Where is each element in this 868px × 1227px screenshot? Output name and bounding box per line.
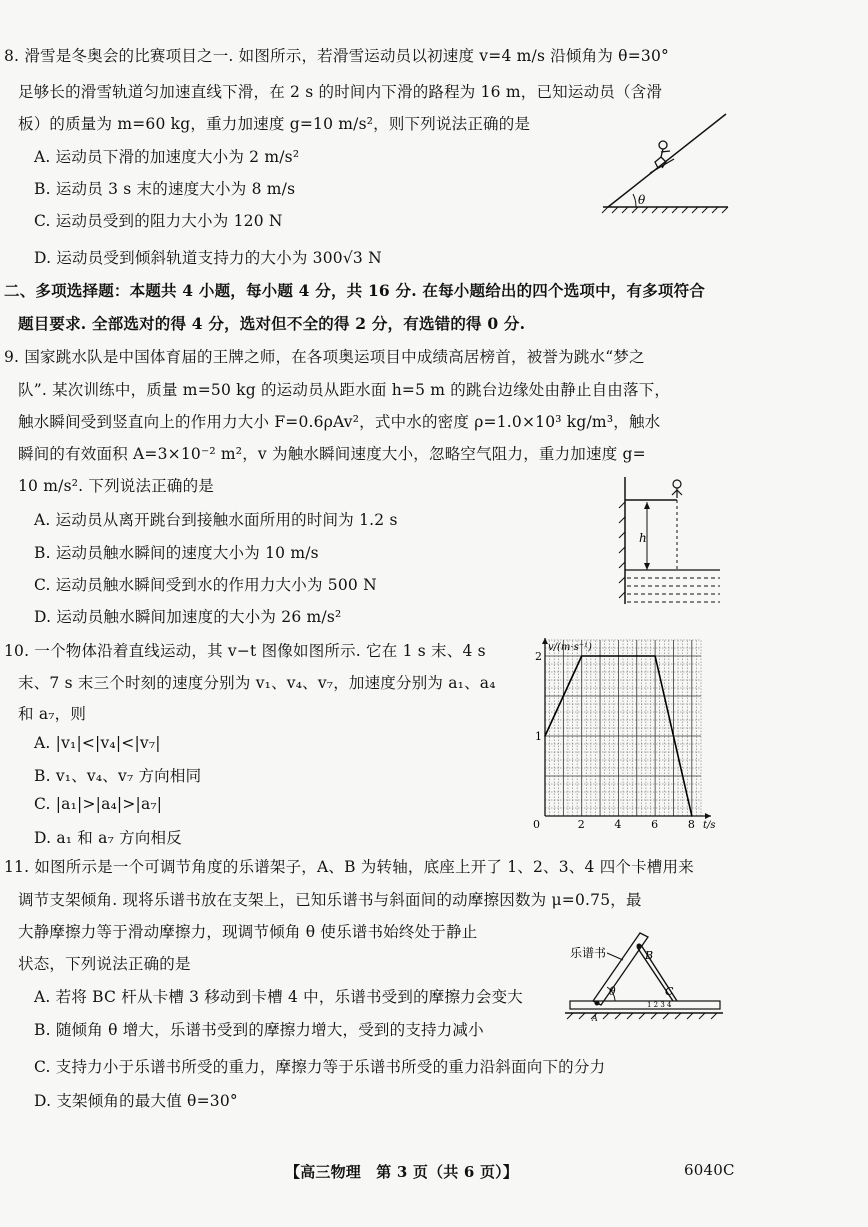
q10-stem-line-2: 末、7 s 末三个时刻的速度分别为 v₁、v₄、v₇，加速度分别为 a₁、a₄ bbox=[18, 674, 496, 692]
chart-data-point bbox=[654, 655, 656, 657]
diver-icon bbox=[672, 480, 682, 498]
q11-music-stand-figure bbox=[565, 925, 725, 1025]
q11-stem-line-1: 11. 如图所示是一个可调节角度的乐谱架子，A、B 为转轴，底座上开了 1、2、3、4 四个卡槽用来 bbox=[4, 858, 694, 876]
q11-stem-line-3: 大静摩擦力等于滑动摩擦力，现调节倾角 θ 使乐谱书始终处于静止 bbox=[18, 923, 478, 941]
q11-point-c-label: C bbox=[665, 985, 674, 998]
q8-stem-line-3: 板）的质量为 m=60 kg，重力加速度 g=10 m/s²，则下列说法正确的是 bbox=[18, 115, 531, 133]
q9-option-b[interactable]: B. 运动员触水瞬间的速度大小为 10 m/s bbox=[34, 544, 319, 562]
q8-option-d[interactable]: D. 运动员受到倾斜轨道支持力的大小为 300√3 N bbox=[34, 249, 382, 267]
q8-option-b[interactable]: B. 运动员 3 s 末的速度大小为 8 m/s bbox=[34, 180, 296, 198]
q9-option-a[interactable]: A. 运动员从离开跳台到接触水面所用的时间为 1.2 s bbox=[34, 511, 398, 529]
q10-vt-chart bbox=[520, 630, 725, 835]
q8-option-a[interactable]: A. 运动员下滑的加速度大小为 2 m/s² bbox=[34, 148, 300, 166]
q8-angle-label: θ bbox=[638, 193, 646, 207]
chart-y-tick-label: 1 bbox=[535, 730, 542, 743]
q11-pivot-b-label: B bbox=[645, 949, 654, 962]
q11-option-a[interactable]: A. 若将 BC 杆从卡槽 3 移动到卡槽 4 中，乐谱书受到的摩擦力会变大 bbox=[34, 988, 523, 1006]
q9-option-d[interactable]: D. 运动员触水瞬间加速度的大小为 26 m/s² bbox=[34, 608, 342, 626]
chart-y-tick-label: 2 bbox=[535, 650, 542, 663]
q11-stem-line-2: 调节支架倾角. 现将乐谱书放在支架上，已知乐谱书与斜面间的动摩擦因数为 μ=0.75，最 bbox=[18, 891, 642, 909]
q10-option-a[interactable]: A. |v₁|<|v₄|<|v₇| bbox=[34, 734, 161, 752]
q10-stem-line-3: 和 a₇，则 bbox=[18, 705, 87, 723]
q8-ski-slope-figure bbox=[598, 112, 733, 212]
q10-stem-line-1: 10. 一个物体沿着直线运动，其 v−t 图像如图所示. 它在 1 s 末、4 s bbox=[4, 642, 486, 660]
q10-option-d[interactable]: D. a₁ 和 a₇ 方向相反 bbox=[34, 829, 182, 847]
q8-stem-line-2: 足够长的滑雪轨道匀加速直线下滑，在 2 s 的时间内下滑的路程为 16 m，已知运动员（含滑 bbox=[18, 83, 663, 101]
chart-x-tick-label: 2 bbox=[577, 818, 585, 831]
q11-option-b[interactable]: B. 随倾角 θ 增大，乐谱书受到的摩擦力增大，受到的支持力减小 bbox=[34, 1021, 484, 1039]
q9-stem-line-3: 触水瞬间受到竖直向上的作用力大小 F=0.6ρAv²，式中水的密度 ρ=1.0×10³ kg/m³，触水 bbox=[18, 413, 661, 431]
q8-stem-line-1: 8. 滑雪是冬奥会的比赛项目之一. 如图所示，若滑雪运动员以初速度 v=4 m/s 沿倾角为 θ=30° bbox=[4, 47, 669, 65]
q9-stem-line-4: 瞬间的有效面积 A=3×10⁻² m²，v 为触水瞬间速度大小，忽略空气阻力，重力加速度 g= bbox=[18, 445, 646, 463]
page-footer: 【高三物理 第 3 页（共 6 页）】 bbox=[285, 1163, 519, 1181]
q11-book-label: 乐谱书 bbox=[570, 946, 607, 960]
q11-slot-numbers: 1 2 3 4 bbox=[647, 1001, 672, 1009]
chart-x-tick-label: 8 bbox=[687, 818, 695, 831]
chart-data-point bbox=[544, 735, 546, 737]
chart-data-point bbox=[691, 815, 693, 817]
q11-option-c[interactable]: C. 支持力小于乐谱书所受的重力，摩擦力等于乐谱书所受的重力沿斜面向下的分力 bbox=[34, 1058, 606, 1076]
section2-title-line-2: 题目要求. 全部选对的得 4 分，选对但不全的得 2 分，有选错的得 0 分. bbox=[18, 314, 526, 333]
q9-stem-line-2: 队”. 某次训练中，质量 m=50 kg 的运动员从距水面 h=5 m 的跳台边缘处由静止自由落下， bbox=[18, 381, 671, 399]
chart-x-tick-label: 6 bbox=[651, 818, 659, 831]
chart-x-axis-label: t/s bbox=[703, 820, 716, 831]
exam-code: 6040C bbox=[684, 1161, 735, 1179]
chart-y-axis-label: v/(m·s⁻¹) bbox=[548, 642, 592, 653]
q11-pivot-a-label: A bbox=[592, 1014, 598, 1023]
q9-diving-figure bbox=[615, 472, 725, 607]
chart-data-point bbox=[581, 655, 583, 657]
q9-height-label: h bbox=[639, 531, 647, 545]
q11-option-d[interactable]: D. 支架倾角的最大值 θ=30° bbox=[34, 1092, 238, 1110]
q10-option-c[interactable]: C. |a₁|>|a₄|>|a₇| bbox=[34, 795, 163, 813]
q9-option-c[interactable]: C. 运动员触水瞬间受到水的作用力大小为 500 N bbox=[34, 576, 377, 594]
chart-x-tick-label: 4 bbox=[614, 818, 622, 831]
section2-title-line-1: 二、多项选择题：本题共 4 小题，每小题 4 分，共 16 分. 在每小题给出的四个选项中，有多项符合 bbox=[4, 281, 706, 300]
q11-stem-line-4: 状态，下列说法正确的是 bbox=[18, 955, 191, 973]
q9-stem-line-5: 10 m/s². 下列说法正确的是 bbox=[18, 477, 214, 495]
chart-x-tick-label: 0 bbox=[533, 818, 540, 831]
q9-stem-line-1: 9. 国家跳水队是中国体育届的王牌之师，在各项奥运项目中成绩高居榜首，被誉为跳水“梦之 bbox=[4, 348, 645, 366]
q8-option-c[interactable]: C. 运动员受到的阻力大小为 120 N bbox=[34, 212, 283, 230]
chart-x-arrow bbox=[705, 813, 711, 819]
q10-option-b[interactable]: B. v₁、v₄、v₇ 方向相同 bbox=[34, 767, 202, 785]
q11-angle-label: θ bbox=[609, 985, 616, 998]
